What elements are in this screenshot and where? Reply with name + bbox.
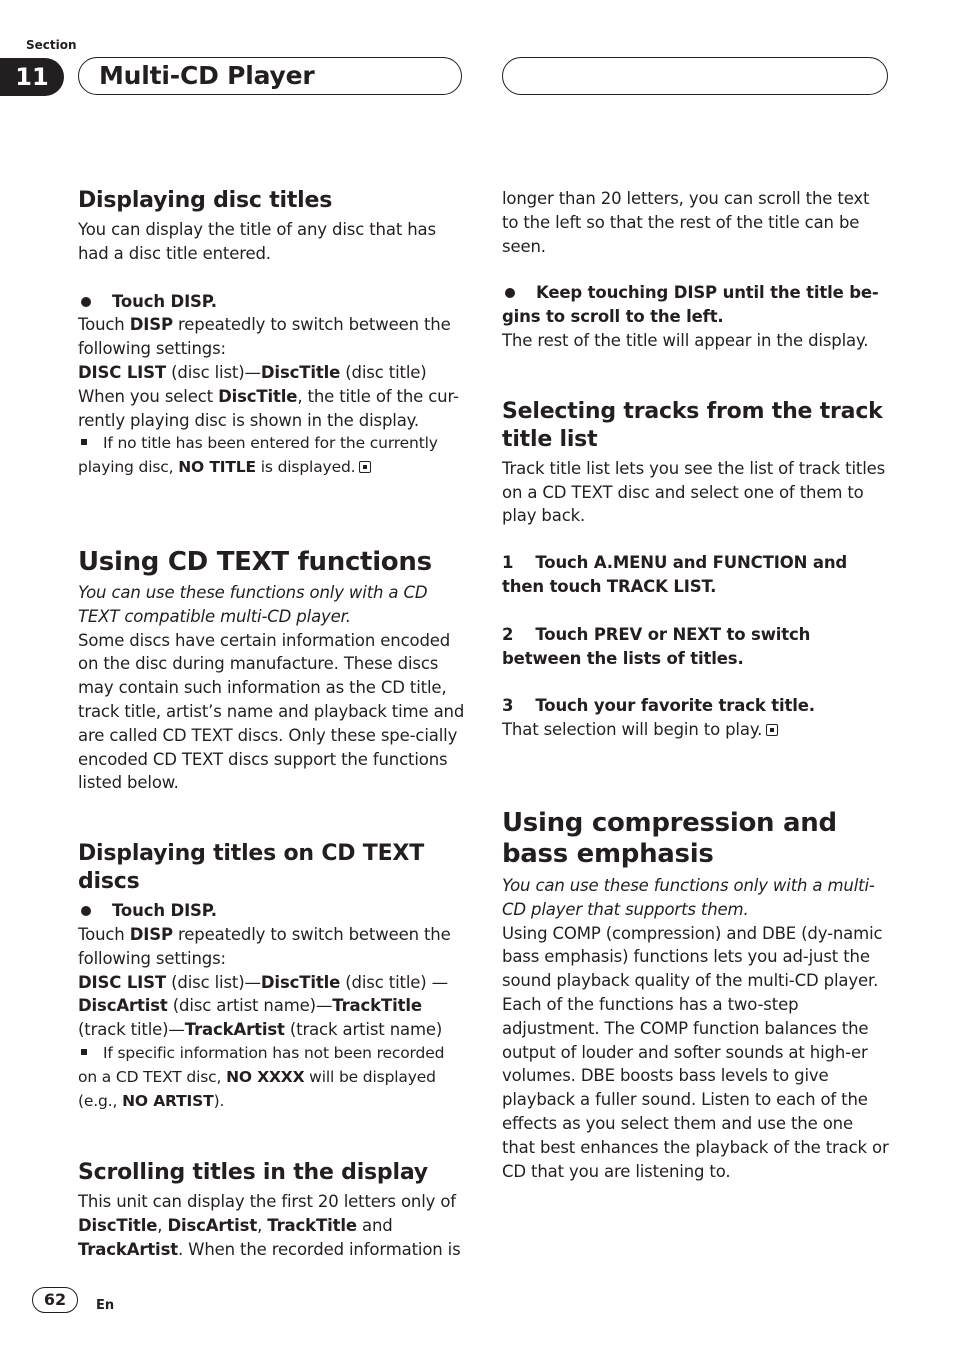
language-code: En bbox=[96, 1298, 115, 1313]
note-square-icon bbox=[81, 1049, 87, 1055]
bullet-dot-icon bbox=[505, 288, 515, 298]
note-no-title: If no title has been entered for the currently playing disc, NO TITLE is displayed. bbox=[78, 434, 438, 477]
note-no-xxxx: If specific information has not been recorded on a CD TEXT disc, NO XXXX will be displayed (e.g., NO ARTIST). bbox=[78, 1043, 445, 1110]
note-square-icon bbox=[81, 439, 87, 445]
chapter-title-pill bbox=[78, 57, 462, 95]
track-list-intro: Track title list lets you see the list of track titles on a CD TEXT disc and select one of them to play back. bbox=[502, 458, 886, 526]
section-number-tab: 11 bbox=[0, 58, 64, 96]
step-2: 2 Touch PREV or NEXT to switch between the lists of titles. bbox=[502, 624, 811, 668]
scrolling-desc-continued: longer than 20 letters, you can scroll the text to the left so that the rest of the title can be seen. bbox=[502, 189, 870, 256]
rest-of-title-desc: The rest of the title will appear in the display. bbox=[502, 330, 869, 350]
right-column bbox=[502, 187, 890, 1183]
cd-text-italic-note: You can use these functions only with a CD TEXT compatible multi-CD player. bbox=[78, 582, 428, 626]
step-3: 3 Touch your favorite track title. bbox=[502, 696, 815, 716]
bullet-touch-disp-1 bbox=[78, 290, 466, 314]
heading-displaying-disc-titles: Displaying disc titles bbox=[78, 188, 333, 213]
settings-list-1: DISC LIST (disc list)—DiscTitle (disc title) bbox=[78, 362, 427, 382]
heading-compression-bass: Using compression and bass emphasis bbox=[502, 807, 837, 869]
page-number: 62 bbox=[32, 1287, 78, 1313]
cd-text-body: Some discs have certain information encoded on the disc during manufacture. These discs may contain such information as the CD title, track title, artist’s name and playback time and are called CD TEXT discs. Only these spe-cially encoded CD TEXT discs support the functions listed below. bbox=[78, 630, 465, 793]
touch-disp-desc-1: Touch DISP repeatedly to switch between the following settings: bbox=[78, 315, 451, 359]
compression-body: Using COMP (compression) and DBE (dy-namic bass emphasis) functions lets you ad-just the sound playback quality of the multi-CD player. Each of the functions has a two-step adjustment. The COMP function balances the output of louder and softer sounds at high-er volumes. DBE boosts bass levels to give playback a fuller sound. Listen to each of the effects as you select them and use the one that best enhances the playback of the track or CD that you are listening to. bbox=[502, 923, 889, 1181]
bullet-dot-icon bbox=[81, 297, 91, 307]
left-column bbox=[78, 187, 466, 1262]
bullet-touch-disp-2 bbox=[78, 899, 466, 923]
step-number: 3 bbox=[502, 696, 514, 716]
settings-list-2: DISC LIST (disc list)—DiscTitle (disc title) —DiscArtist (disc artist name)—TrackTitle (track title)—TrackArtist (track artist name) bbox=[78, 972, 448, 1040]
heading-selecting-tracks: Selecting tracks from the track title list bbox=[502, 398, 883, 452]
bullet-keep-touching bbox=[502, 281, 890, 329]
step-number: 2 bbox=[502, 624, 514, 644]
section-label: Section bbox=[26, 38, 77, 52]
chapter-title: Multi-CD Player bbox=[99, 61, 315, 90]
end-mark-icon bbox=[766, 724, 778, 736]
step-1: 1 Touch A.MENU and FUNCTION and then touch TRACK LIST. bbox=[502, 553, 848, 596]
end-mark-icon bbox=[359, 461, 371, 473]
compression-italic-note: You can use these functions only with a multi-CD player that supports them. bbox=[502, 875, 875, 919]
scrolling-desc: This unit can display the first 20 letters only of DiscTitle, DiscArtist, TrackTitle and TrackArtist. When the recorded information is bbox=[78, 1192, 461, 1259]
touch-disp-desc-2: Touch DISP repeatedly to switch between the following settings: bbox=[78, 924, 451, 968]
bullet-text: Keep touching DISP until the title be-gins to scroll to the left. bbox=[502, 283, 879, 327]
bullet-text: Touch DISP. bbox=[112, 901, 217, 921]
bullet-text: Touch DISP. bbox=[112, 291, 217, 311]
heading-using-cd-text: Using CD TEXT functions bbox=[78, 546, 432, 577]
bullet-dot-icon bbox=[81, 906, 91, 916]
step-number: 1 bbox=[502, 553, 514, 573]
blank-header-pill bbox=[502, 57, 888, 95]
heading-scrolling-titles: Scrolling titles in the display bbox=[78, 1160, 428, 1186]
selection-play-desc: That selection will begin to play. bbox=[502, 718, 890, 742]
disc-titles-intro: You can display the title of any disc that has had a disc title entered. bbox=[78, 220, 436, 263]
disc-title-selected-desc: When you select DiscTitle, the title of the cur-rently playing disc is shown in the display. bbox=[78, 386, 459, 430]
heading-titles-cd-text: Displaying titles on CD TEXT discs bbox=[78, 841, 425, 895]
